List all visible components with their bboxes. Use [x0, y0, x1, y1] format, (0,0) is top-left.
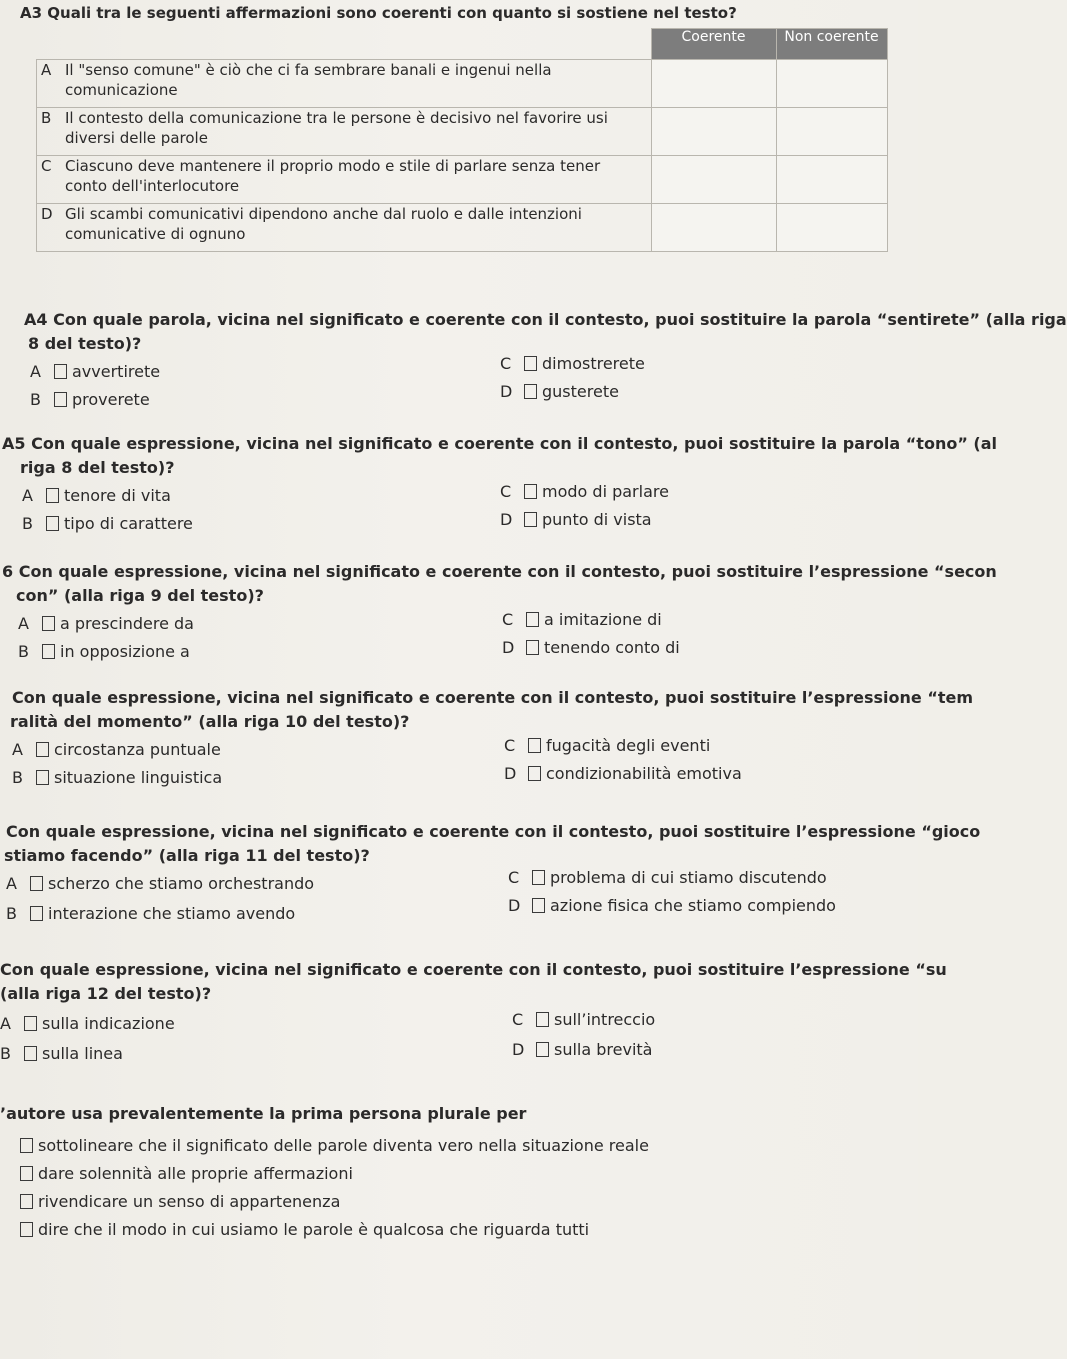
option-letter: C [500, 354, 512, 373]
a3-d-non-coerente-cell[interactable] [776, 204, 887, 252]
a3-statement [37, 108, 652, 156]
option-text: fugacità degli eventi [546, 736, 711, 755]
option-text: sull’intreccio [554, 1010, 656, 1029]
option-c[interactable] [500, 482, 669, 502]
statement-text: Il "senso comune" è ciò che ci fa sembrare banali e ingenui nella [65, 61, 552, 79]
option-letter: A [0, 1014, 11, 1033]
option-text: rivendicare un senso di appartenenza [38, 1192, 341, 1211]
option-text: condizionabilità emotiva [546, 764, 742, 783]
a3-statement [37, 60, 652, 108]
statement-text: Ciascuno deve mantenere il proprio modo e stile di parlare senza tener [65, 157, 601, 175]
question-text: Con quale espressione, vicina nel significato e coerente con il contesto, puoi sostituire l’espressione “su [0, 960, 947, 979]
statement-text-continued: conto dell'interlocutore [65, 177, 240, 195]
option-d[interactable] [502, 638, 680, 658]
checkbox[interactable] [20, 1222, 33, 1237]
statement-text-continued: comunicative di ognuno [65, 225, 246, 243]
a3-a-non-coerente-cell[interactable] [776, 60, 887, 108]
option-a[interactable] [22, 486, 171, 506]
option-b[interactable] [22, 514, 193, 534]
option-text: scherzo che stiamo orchestrando [48, 874, 315, 893]
option-d[interactable] [500, 382, 619, 402]
statement-letter: D [41, 205, 53, 223]
a3-c-coerente-cell[interactable] [651, 156, 776, 204]
option-text: a imitazione di [544, 610, 662, 629]
option-letter: B [6, 904, 17, 923]
a3-header-coerente: Coerente [651, 29, 776, 60]
option-d[interactable] [504, 764, 742, 784]
option-d[interactable] [512, 1040, 652, 1060]
checkbox[interactable] [20, 1166, 33, 1181]
question-text-continued: stiamo facendo” (alla riga 11 del testo)? [4, 846, 370, 865]
checkbox[interactable] [524, 484, 537, 499]
option-c[interactable] [508, 868, 827, 888]
checkbox[interactable] [54, 392, 67, 407]
option-text: punto di vista [542, 510, 652, 529]
checkbox[interactable] [526, 640, 539, 655]
option-4[interactable] [20, 1220, 918, 1240]
option-text: gusterete [542, 382, 619, 401]
checkbox[interactable] [36, 770, 49, 785]
question-text: Con quale espressione, vicina nel significato e coerente con il contesto, puoi sostituire l’espressione “gioco [6, 822, 981, 841]
option-letter: A [18, 614, 29, 633]
option-letter: B [0, 1044, 11, 1063]
question-a8 [0, 820, 981, 930]
question-text-continued: con” (alla riga 9 del testo)? [16, 586, 264, 605]
option-text: tipo di carattere [64, 514, 193, 533]
checkbox[interactable] [36, 742, 49, 757]
a3-table [36, 28, 888, 252]
checkbox[interactable] [20, 1194, 33, 1209]
question-text-continued: 8 del testo)? [28, 334, 142, 353]
a3-statement [37, 156, 652, 204]
checkbox[interactable] [526, 612, 539, 627]
checkbox[interactable] [24, 1016, 37, 1031]
option-letter: B [12, 768, 23, 787]
option-text: sulla brevità [554, 1040, 653, 1059]
option-letter: C [512, 1010, 524, 1029]
checkbox[interactable] [536, 1042, 549, 1057]
a3-d-coerente-cell[interactable] [651, 204, 776, 252]
option-letter: D [502, 638, 515, 657]
a3-b-non-coerente-cell[interactable] [776, 108, 887, 156]
a3-b-coerente-cell[interactable] [651, 108, 776, 156]
option-b[interactable] [30, 390, 150, 410]
option-text: problema di cui stiamo discutendo [550, 868, 827, 887]
option-text: interazione che stiamo avendo [48, 904, 296, 923]
option-b[interactable] [6, 904, 295, 924]
option-letter: D [508, 896, 521, 915]
option-text: dare solennità alle proprie affermazioni [38, 1164, 353, 1183]
option-a[interactable] [30, 362, 160, 382]
option-text: tenore di vita [64, 486, 171, 505]
statement-letter: B [41, 109, 52, 127]
option-letter: C [508, 868, 520, 887]
question-a9 [0, 958, 947, 1068]
checkbox[interactable] [524, 356, 537, 371]
option-c[interactable] [500, 354, 645, 374]
a3-row-b [37, 108, 888, 156]
a3-statement [37, 204, 652, 252]
question-a5 [0, 432, 997, 542]
statement-text-continued: diversi delle parole [65, 129, 208, 147]
question-text-continued: riga 8 del testo)? [20, 458, 175, 477]
option-text: dire che il modo in cui usiamo le parole è qualcosa che riguarda tutti [38, 1220, 590, 1239]
a3-row-c [37, 156, 888, 204]
option-letter: C [500, 482, 512, 501]
option-text: sulla linea [42, 1044, 123, 1063]
checkbox[interactable] [24, 1046, 37, 1061]
option-letter: D [500, 382, 513, 401]
statement-letter: A [41, 61, 52, 79]
option-text: in opposizione a [60, 642, 190, 661]
option-text: circostanza puntuale [54, 740, 221, 759]
a3-row-a [37, 60, 888, 108]
option-text: sulla indicazione [42, 1014, 175, 1033]
option-3[interactable] [20, 1192, 918, 1212]
checkbox[interactable] [532, 898, 545, 913]
question-text: Con quale espressione, vicina nel significato e coerente con il contesto, puoi sostituire l’espressione “tem [12, 688, 974, 707]
option-d[interactable] [500, 510, 652, 530]
checkbox[interactable] [528, 738, 541, 753]
option-letter: C [502, 610, 514, 629]
question-text: ’autore usa prevalentemente la prima persona plurale per [0, 1104, 527, 1123]
checkbox[interactable] [536, 1012, 549, 1027]
option-letter: B [30, 390, 41, 409]
statement-text: Il contesto della comunicazione tra le persone è decisivo nel favorire usi [65, 109, 608, 127]
question-a3-title: A3 Quali tra le seguenti affermazioni sono coerenti con quanto si sostiene nel testo? [20, 4, 737, 22]
statement-text: Gli scambi comunicativi dipendono anche dal ruolo e dalle intenzioni [65, 205, 582, 223]
a3-header-non-coerente: Non coerente [776, 29, 887, 60]
option-b[interactable] [0, 1044, 123, 1064]
checkbox[interactable] [42, 616, 55, 631]
statement-text-continued: comunicazione [65, 81, 178, 99]
question-text: 6 Con quale espressione, vicina nel significato e coerente con il contesto, puoi sostituire l’espressione “secon [2, 562, 997, 581]
question-a7 [0, 686, 974, 796]
option-letter: A [12, 740, 23, 759]
checkbox[interactable] [30, 876, 43, 891]
option-text: tenendo conto di [544, 638, 680, 657]
checkbox[interactable] [528, 766, 541, 781]
option-1[interactable] [20, 1136, 918, 1156]
option-letter: D [500, 510, 513, 529]
checkbox[interactable] [532, 870, 545, 885]
question-a10 [0, 1102, 918, 1248]
option-letter: B [22, 514, 33, 533]
question-a4 [0, 308, 1067, 418]
option-text: a prescindere da [60, 614, 194, 633]
option-letter: A [6, 874, 17, 893]
option-text: avvertirete [72, 362, 161, 381]
option-text: modo di parlare [542, 482, 669, 501]
option-c[interactable] [512, 1010, 655, 1030]
a3-a-coerente-cell[interactable] [651, 60, 776, 108]
a3-row-d [37, 204, 888, 252]
option-letter: C [504, 736, 516, 755]
question-text-continued: ralità del momento” (alla riga 10 del testo)? [10, 712, 410, 731]
question-text: A5 Con quale espressione, vicina nel significato e coerente con il contesto, puoi sostituire la parola “tono” (al [2, 434, 997, 453]
a3-c-non-coerente-cell[interactable] [776, 156, 887, 204]
option-text: azione fisica che stiamo compiendo [550, 896, 836, 915]
option-a[interactable] [18, 614, 194, 634]
checkbox[interactable] [54, 364, 67, 379]
checkbox[interactable] [524, 384, 537, 399]
option-2[interactable] [20, 1164, 918, 1184]
option-c[interactable] [504, 736, 710, 756]
option-a[interactable] [0, 1014, 175, 1034]
question-text-continued: (alla riga 12 del testo)? [0, 984, 212, 1003]
checkbox[interactable] [42, 644, 55, 659]
option-text: dimostrerete [542, 354, 645, 373]
option-text: sottolineare che il significato delle parole diventa vero nella situazione reale [38, 1136, 649, 1155]
option-a[interactable] [6, 874, 314, 894]
checkbox[interactable] [20, 1138, 33, 1153]
statement-letter: C [41, 157, 52, 175]
option-c[interactable] [502, 610, 662, 630]
option-letter: D [512, 1040, 525, 1059]
option-letter: B [18, 642, 29, 661]
option-letter: A [30, 362, 41, 381]
option-a[interactable] [12, 740, 221, 760]
option-b[interactable] [12, 768, 222, 788]
option-letter: D [504, 764, 517, 783]
option-text: situazione linguistica [54, 768, 223, 787]
option-letter: A [22, 486, 33, 505]
option-d[interactable] [508, 896, 836, 916]
option-b[interactable] [18, 642, 190, 662]
checkbox[interactable] [524, 512, 537, 527]
option-text: proverete [72, 390, 150, 409]
checkbox[interactable] [46, 488, 59, 503]
question-text: A4 Con quale parola, vicina nel significato e coerente con il contesto, puoi sostituire la parola “sentirete” (alla riga [24, 310, 1067, 329]
checkbox[interactable] [30, 906, 43, 921]
question-a6 [0, 560, 997, 670]
a3-header-blank [37, 29, 652, 60]
checkbox[interactable] [46, 516, 59, 531]
